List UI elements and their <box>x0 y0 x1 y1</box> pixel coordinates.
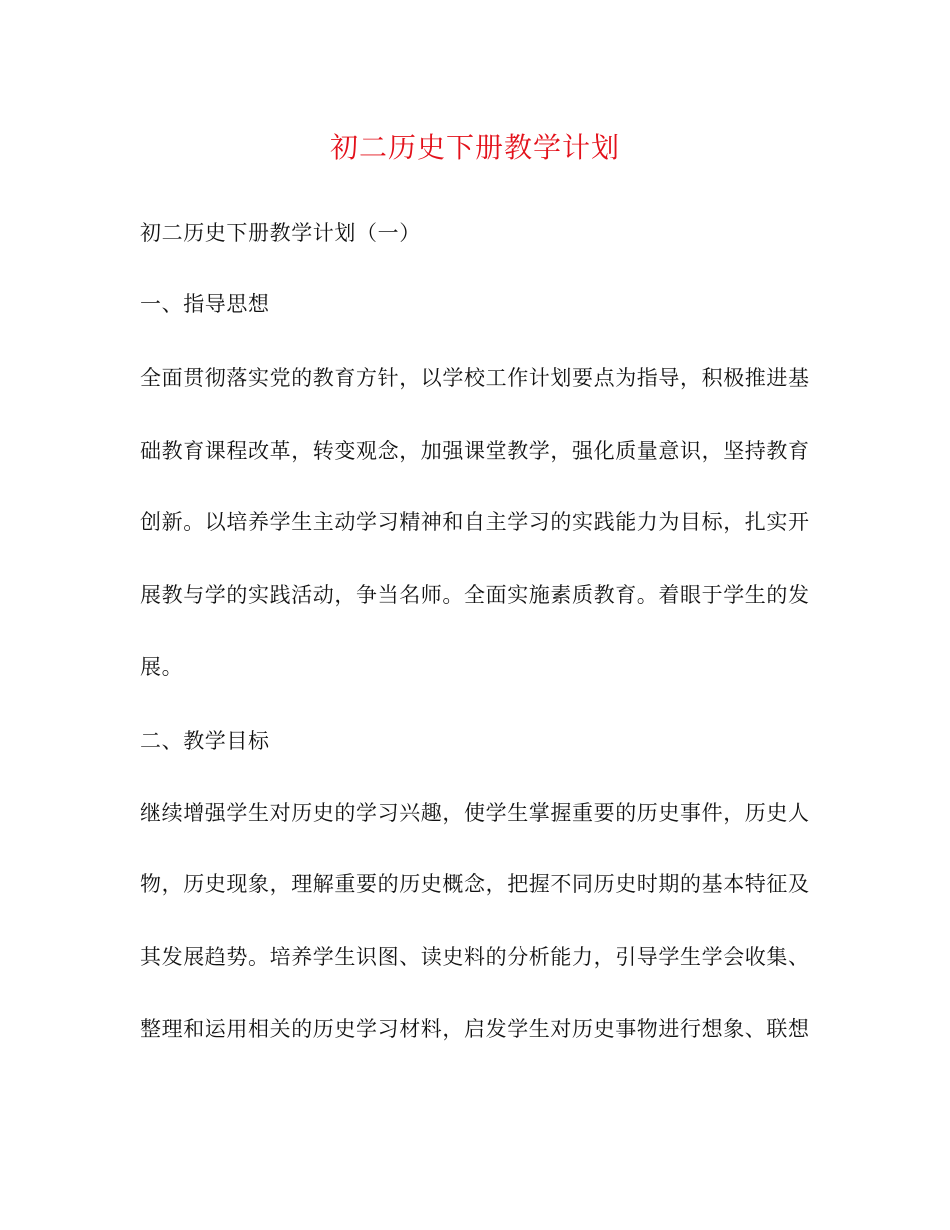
document-title: 初二历史下册教学计划 <box>329 131 620 164</box>
paragraph-line: 创新。以培养学生主动学习精神和自主学习的实践能力为目标，扎实开 <box>140 510 810 534</box>
paragraph-line: 展教与学的实践活动，争当名师。全面实施素质教育。着眼于学生的发 <box>140 583 810 607</box>
paragraph-line: 全面贯彻落实党的教育方针，以学校工作计划要点为指导，积极推进基 <box>140 366 810 390</box>
section-heading: 一、指导思想 <box>140 292 270 316</box>
paragraph-line: 继续增强学生对历史的学习兴趣，使学生掌握重要的历史事件，历史人 <box>140 801 810 825</box>
paragraph-line: 其发展趋势。培养学生识图、读史料的分析能力，引导学生学会收集、 <box>140 945 810 969</box>
paragraph-line: 展。 <box>140 655 184 679</box>
paragraph-line: 整理和运用相关的历史学习材料，启发学生对历史事物进行想象、联想 <box>140 1017 810 1041</box>
subtitle-line: 初二历史下册教学计划（一） <box>140 221 421 245</box>
section-heading: 二、教学目标 <box>140 729 270 753</box>
paragraph-line: 础教育课程改革，转变观念，加强课堂教学，强化质量意识，坚持教育 <box>140 439 810 463</box>
paragraph-line: 物，历史现象，理解重要的历史概念，把握不同历史时期的基本特征及 <box>140 872 810 896</box>
